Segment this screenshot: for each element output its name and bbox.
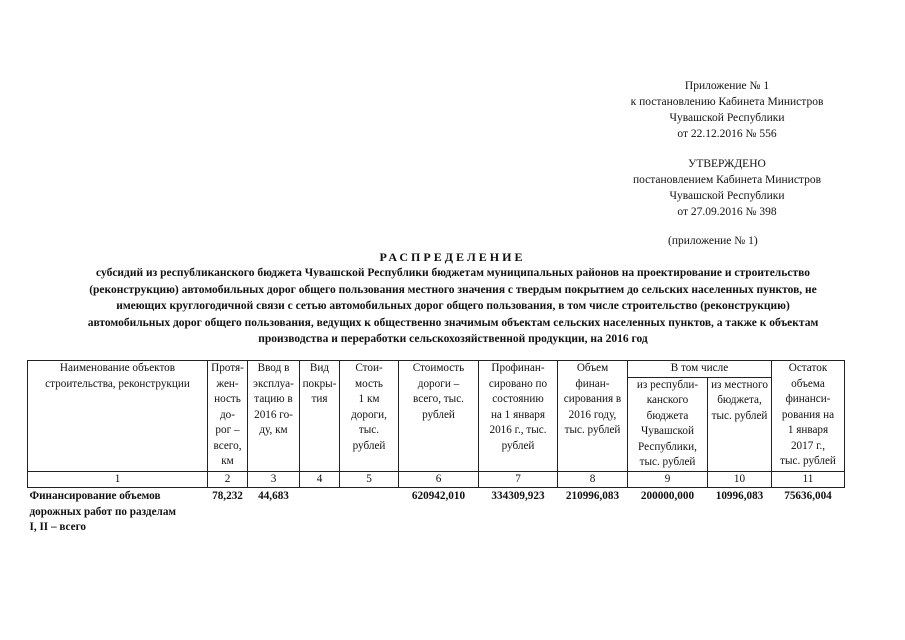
appendix-line: Чувашской Республики [669,112,785,124]
header-line: рублей [352,439,386,452]
total-value: 78,232 [212,490,243,502]
subtitle-line: субсидий из республиканского бюджета Чувашской Республики бюджетам муниципальных районов на проектирование и строительство [96,267,810,279]
header-line: Ввод в [257,362,290,374]
header-line: всего, [213,439,242,452]
column-number: 11 [772,471,845,488]
header-line: тыс. рублей [711,409,768,422]
header-line: Вид [309,362,330,374]
header-surface-type [300,361,340,472]
header-cost-per-km [340,361,399,472]
header-line: тыс. рублей [639,456,696,468]
header-line: тия [311,393,328,405]
header-line: Протя- [211,362,244,374]
total-value: 44,683 [258,490,289,502]
column-number: 6 [399,471,479,488]
total-value: 10996,083 [715,490,764,502]
header-line: ность [214,393,241,405]
header-line: из республи- [636,378,699,391]
header-line: ду, км [259,424,288,436]
subtitle-line: автомобильных дорог общего пользования, ведущих к общественно значимым объектам сельских населенных пунктов, а также к объектам [87,316,819,329]
column-number: 1 [28,471,208,488]
header-line: Наименование объектов [59,362,176,374]
header-line: жен- [216,377,239,390]
header-line: тыс. рублей [564,424,621,436]
column-number: 5 [340,471,399,488]
column-number: 4 [300,471,340,488]
header-remaining [772,361,845,472]
header-line: дорожных работ по разделам [29,505,177,518]
approved-line: Чувашской Республики [669,190,785,202]
header-road-length [208,361,248,472]
total-row-name [28,488,208,536]
header-line: Остаток [788,362,828,374]
subtitle-line: имеющих круглогодичной связи с сетью автомобильных дорог общего пользования, в том числе строительство (реконструкцию) [116,300,790,312]
approved-line: УТВЕРЖДЕНО [688,158,766,170]
column-number: 9 [628,471,708,488]
header-line: тыс. [358,424,380,436]
header-financing-volume [558,361,628,472]
header-line: всего, тыс. [413,393,464,405]
header-line: состоянию [492,393,544,405]
column-number: 8 [558,471,628,488]
total-value: 75636,004 [784,490,832,502]
column-number: 7 [479,471,558,488]
header-including [628,361,772,378]
header-line: канского [646,394,689,406]
header-line: мость [355,377,383,390]
header-line: Профинан- [491,362,545,374]
header-commissioning [248,361,300,472]
header-line: 2016 г., тыс. [489,424,547,436]
header-line: бюджета [646,409,689,422]
header-line: сировано по [488,377,548,390]
appendix-line: к постановлению Кабинета Министров [630,96,824,108]
header-total-cost [399,361,479,472]
total-value [340,488,399,536]
header-line: 1 км [358,393,380,405]
header-line: 1 января [787,424,829,436]
header-financed [479,361,558,472]
header-line: объема [791,377,825,390]
approved-line: от 27.09.2016 № 398 [677,206,777,218]
appendix-block [612,78,842,142]
header-object-name [28,361,208,472]
header-line: 2016 году, [568,408,617,421]
header-line: дороги, [351,408,387,421]
header-line: Стои- [355,362,383,374]
total-value: 200000,000 [640,490,695,502]
header-line: Финансирование объемов [29,490,161,502]
total-row [28,488,845,536]
header-line: тыс. рублей [780,455,836,467]
column-number-row [28,471,845,488]
total-value [300,488,340,536]
appendix-line: от 22.12.2016 № 556 [677,128,777,140]
approved-appendix-ref: (приложение № 1) [668,235,758,247]
header-line: 2016 го- [254,408,293,421]
header-line: рублей [422,408,455,421]
subtitle-line: производства и переработки сельскохозяйственной продукции, на 2016 год [258,333,648,345]
distribution-table [27,360,845,536]
header-line: до- [219,408,235,421]
header-line: Чувашской [641,425,694,437]
approved-line: постановлением Кабинета Министров [632,174,822,186]
header-line: рования на [781,408,835,421]
header-line: тацию в [254,393,293,405]
header-line: эксплуа- [253,377,294,390]
column-number: 10 [708,471,772,488]
subtitle-line: (реконструкцию) автомобильных дорог общего пользования местного значения с твердым покрытием до сельских населенных пунктов, не [89,283,817,296]
total-value: 334309,923 [491,490,545,502]
header-line: рог – [215,424,240,436]
header-line: финанси- [785,393,831,405]
header-line: км [221,455,234,467]
header-line: дороги – [417,377,460,390]
header-line: строительства, реконструкции [45,377,190,390]
header-line: финан- [575,377,610,390]
header-line: В том числе [670,362,729,374]
column-number: 2 [208,471,248,488]
header-line: бюджета, [717,394,762,406]
column-number: 3 [248,471,300,488]
total-value: 210996,083 [565,490,620,502]
header-line: Республики, [638,440,697,453]
total-value: 620942,010 [411,490,466,502]
header-line: сирования в [563,393,622,405]
header-line: Объем [576,362,609,374]
subheader-republic-budget [628,377,708,471]
document-subtitle [28,265,878,348]
approved-block [612,156,842,220]
header-line: I, II – всего [29,521,86,533]
header-line: на 1 января [490,408,546,421]
header-line: из местного [711,378,768,391]
header-line: покры- [302,377,337,390]
appendix-line: Приложение № 1 [684,80,770,92]
document-title: РАСПРЕДЕЛЕНИЕ [379,250,526,264]
header-line: Стоимость [412,362,465,374]
header-line: рублей [501,439,535,452]
subheader-local-budget [708,377,772,471]
header-line: 2017 г., [790,439,826,452]
